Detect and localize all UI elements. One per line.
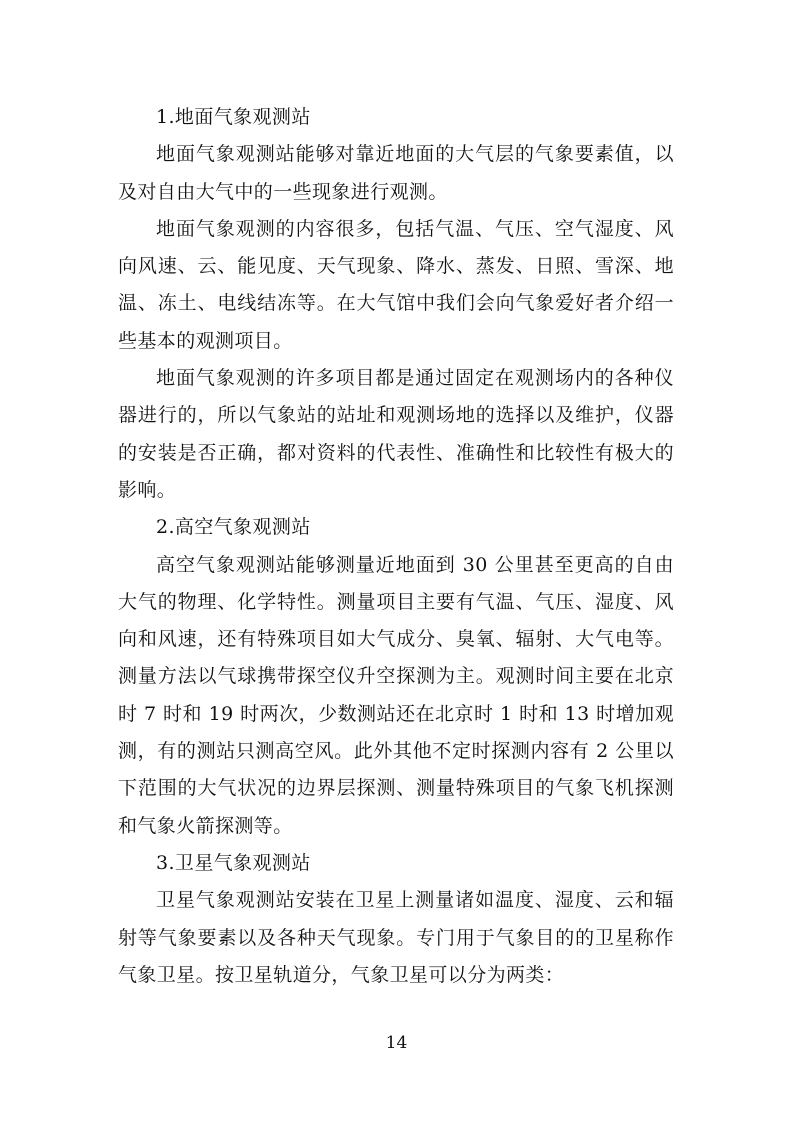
page-body — [118, 99, 674, 994]
paragraph-satellite-station: 卫星气象观测站安装在卫星上测量诸如温度、湿度、云和辐射等气象要素以及各种天气现象。专门用于气象目的的卫星称作气象卫星。按卫星轨道分，气象卫星可以分为两类： — [118, 889, 674, 986]
paragraph-ground-instruments: 地面气象观测的许多项目都是通过固定在观测场内的各种仪器进行的，所以气象站的站址和观测场地的选择以及维护，仪器的安装是否正确，都对资料的代表性、准确性和比较性有极大的影响。 — [118, 367, 674, 501]
paragraph-ground-station-intro: 地面气象观测站能够对靠近地面的大气层的气象要素值，以及对自由大气中的一些现象进行观测。 — [118, 143, 674, 203]
paragraph-ground-observation-items: 地面气象观测的内容很多，包括气温、气压、空气湿度、风向风速、云、能见度、天气现象、降水、蒸发、日照、雪深、地温、冻土、电线结冻等。在大气馆中我们会向气象爱好者介绍一些基本的观测项目。 — [118, 217, 674, 352]
section-heading-upper-air-station: 2.高空气象观测站 — [156, 516, 311, 539]
paragraph-upper-air-station: 高空气象观测站能够测量近地面到 30 公里甚至更高的自由大气的物理、化学特性。测量项目主要有气温、气压、湿度、风向和风速，还有特殊项目如大气成分、臭氧、辐射、大气电等。测量方法以气球携带探空仪升空探测为主。观测时间主要在北京时 7 时和 19 时两次，少数测站还在北京时 1 时和 13 时增加观测，有的测站只测高空风。此外其他不定时探测内容有 2 公里以下范围的大气状况的边界层探测、测量特殊项目的气象飞机探测和气象火箭探测等。 — [118, 553, 674, 837]
page-number: 14 — [385, 1033, 408, 1053]
section-heading-satellite-station: 3.卫星气象观测站 — [156, 851, 311, 874]
section-heading-ground-station: 1.地面气象观测站 — [156, 106, 311, 128]
